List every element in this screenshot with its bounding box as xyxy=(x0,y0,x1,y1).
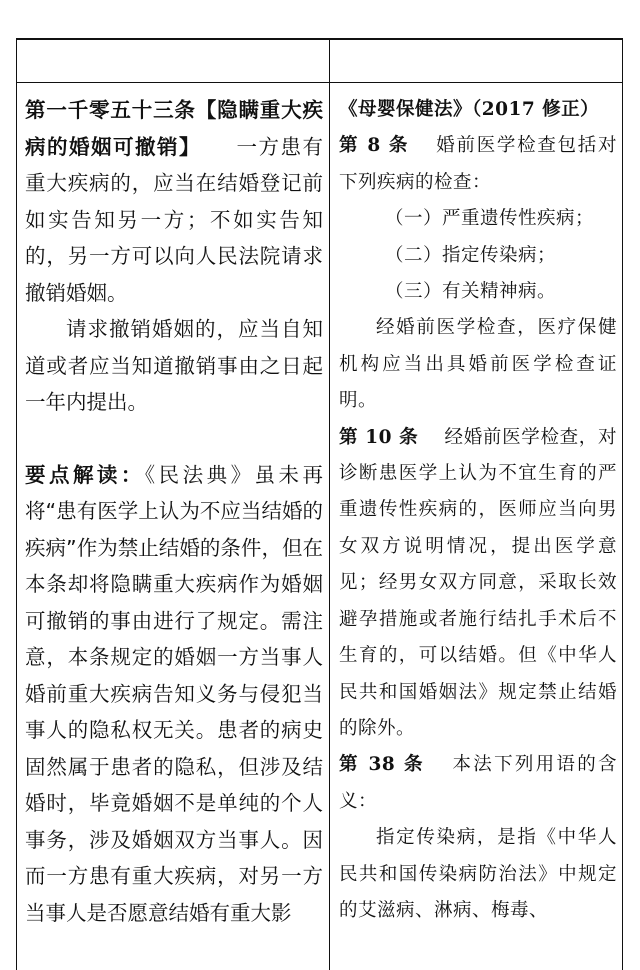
article-8-paragraph-2: 经婚前医学检查，医疗保健机构应当出具婚前医学检查证明。 xyxy=(339,317,617,412)
column-divider xyxy=(329,40,330,970)
article-38-label: 第 38 条 xyxy=(339,754,425,776)
article-10 xyxy=(339,420,617,748)
article-38-body: 本法下列用语的含义： xyxy=(339,754,617,812)
article-10-label: 第 10 条 xyxy=(339,426,419,448)
article-8-body: 婚前医学检查包括对下列疾病的检查： xyxy=(339,135,617,193)
article-body: 一方患有重大疾病的，应当在结婚登记前如实告知另一方；不如实告知的，另一方可以向人民法院请求撤销婚姻。 xyxy=(25,134,323,305)
article-38-paragraph-2: 指定传染病，是指《中华人民共和国传染病防治法》中规定的艾滋病、淋病、梅毒、 xyxy=(339,827,617,921)
article-paragraph-2: 请求撤销婚姻的，应当自知道或者应当知道撤销事由之日起一年内提出。 xyxy=(25,317,323,414)
law-title: 《母婴保健法》（2017 修正） xyxy=(339,99,600,120)
comparison-table xyxy=(16,38,623,970)
article-8-label: 第 8 条 xyxy=(339,135,410,157)
article-8-item-3: （三）有关精神病。 xyxy=(385,281,557,303)
article-title: 第一千零五十三条【隐瞒重大疾病的婚姻可撤销】 xyxy=(25,98,323,159)
maternal-health-law-column xyxy=(339,92,617,929)
article-10-body: 经婚前医学检查，对诊断患医学上认为不宜生育的严重遗传性疾病的，医师应当向男女双方说明情况，提出医学意见；经男女双方同意，采取长效避孕措施或者施行结扎手术后不生育的，可以结婚。但《中华人民共和国婚姻法》规定禁止结婚的除外。 xyxy=(339,426,617,739)
interpretation xyxy=(25,457,323,932)
article-8 xyxy=(339,128,617,201)
article-8-item-2: （二）指定传染病； xyxy=(385,244,557,266)
article-1053 xyxy=(25,92,323,311)
article-8-item-1: （一）严重遗传性疾病； xyxy=(385,208,595,230)
civil-code-column xyxy=(25,92,323,931)
table-header-row xyxy=(17,40,622,83)
interpretation-body: 《民法典》虽未再将“患有医学上认为不应当结婚的疾病”作为禁止结婚的条件，但在本条却将隐瞒重大疾病作为婚姻可撤销的事由进行了规定。需注意，本条规定的婚姻一方当事人婚前重大疾病告知义务与侵犯当事人的隐私权无关。患者的病史固然属于患者的隐私，但涉及结婚时，毕竟婚姻不是单纯的个人事务，涉及婚姻双方当事人。因而一方患有重大疾病，对另一方当事人是否愿意结婚有重大影 xyxy=(25,462,323,925)
article-38 xyxy=(339,747,617,820)
interpretation-label: 要点解读： xyxy=(25,462,145,487)
